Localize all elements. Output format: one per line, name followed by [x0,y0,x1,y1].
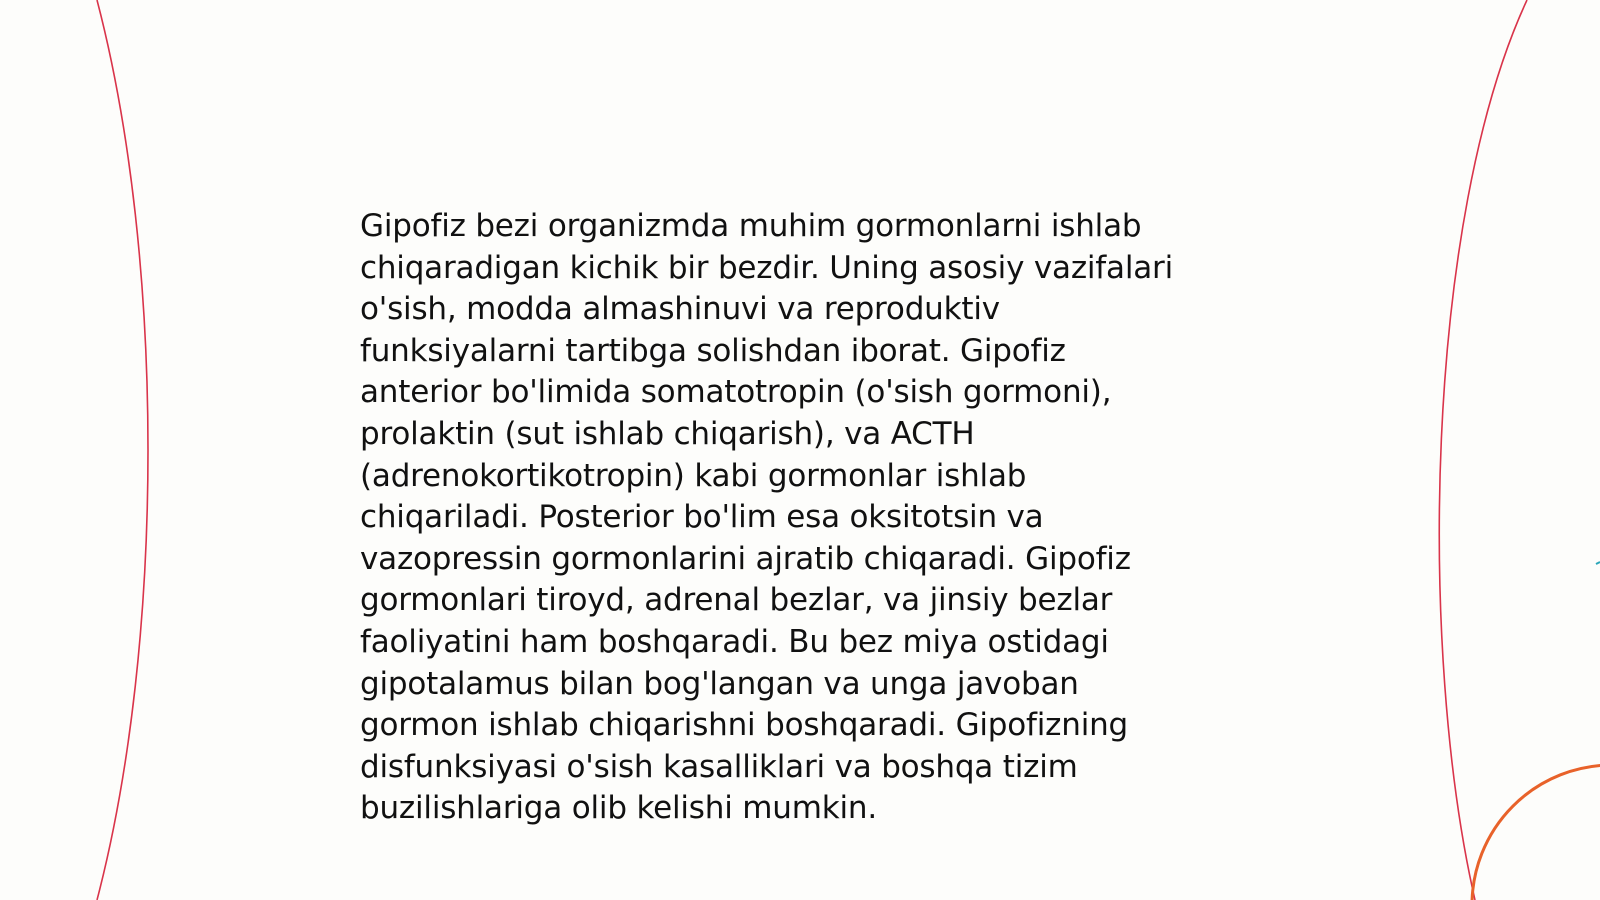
teal-accent-mark [1596,562,1600,564]
right-arc-decoration [1439,0,1527,900]
paragraph-line: buzilishlariga olib kelishi mumkin. [360,790,877,827]
paragraph-line: vazopressin gormonlarini ajratib chiqaradi. Gipofiz [360,540,1131,577]
paragraph-line: funksiyalarni tartibga solishdan iborat. Gipofiz [360,332,1066,369]
body-paragraph [360,206,1230,830]
paragraph-line: gormon ishlab chiqarishni boshqaradi. Gipofizning [360,707,1129,744]
paragraph-line: o'sish, modda almashinuvi va reproduktiv [360,291,1000,328]
paragraph-line: gormonlari tiroyd, adrenal bezlar, va jinsiy bezlar [360,582,1113,619]
orange-corner-arc-decoration [1472,765,1600,900]
left-arc-decoration [97,0,148,900]
paragraph-line: Gipofiz bezi organizmda muhim gormonlarni ishlab [360,208,1142,244]
paragraph-line: disfunksiyasi o'sish kasalliklari va boshqa tizim [360,748,1078,785]
paragraph-line: chiqariladi. Posterior bo'lim esa oksitotsin va [360,499,1044,536]
paragraph-line: faoliyatini ham boshqaradi. Bu bez miya ostidagi [360,623,1109,660]
paragraph-line: prolaktin (sut ishlab chiqarish), va ACTH [360,415,975,452]
paragraph-line: (adrenokortikotropin) kabi gormonlar ishlab [360,457,1027,494]
paragraph-line: gipotalamus bilan bog'langan va unga javoban [360,665,1079,702]
paragraph-line: chiqaradigan kichik bir bezdir. Uning asosiy vazifalari [360,249,1173,286]
paragraph-line: anterior bo'limida somatotropin (o'sish gormoni), [360,374,1112,411]
